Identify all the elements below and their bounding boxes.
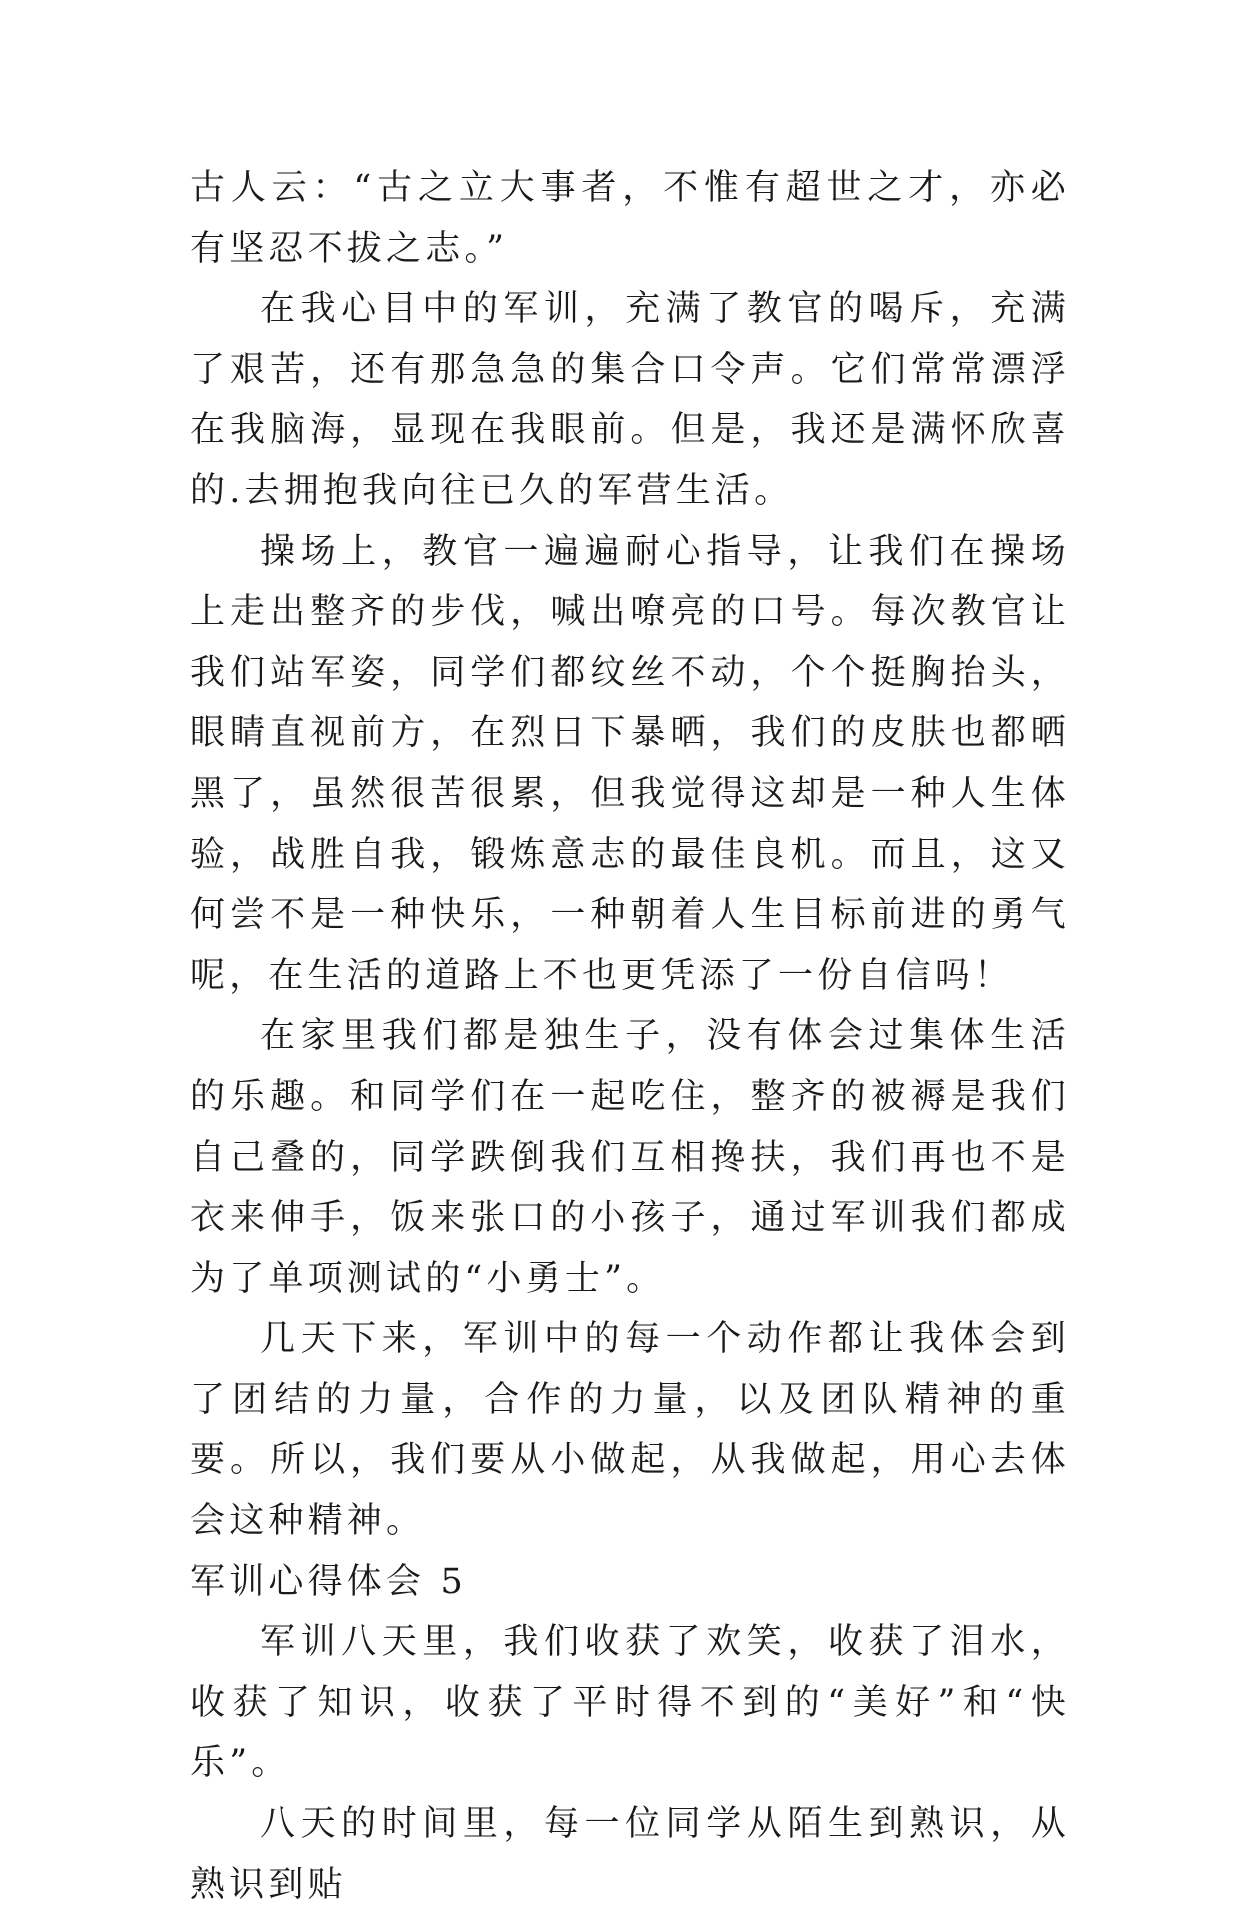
document-body	[190, 158, 1070, 1915]
paragraph-quote: 古人云：“古之立大事者，不惟有超世之才，亦必有坚忍不拔之志。”	[190, 168, 1070, 269]
paragraph-collective-life: 在家里我们都是独生子，没有体会过集体生活的乐趣。和同学们在一起吃住，整齐的被褥是我们自己叠的，同学跌倒我们互相搀扶，我们再也不是衣来伸手，饭来张口的小孩子，通过军训我们都成为了单项测试的“小勇士”。	[190, 1016, 1070, 1299]
paragraph-classmates: 八天的时间里，每一位同学从陌生到熟识，从熟识到贴	[190, 1804, 1070, 1905]
paragraph-drill-ground: 操场上，教官一遍遍耐心指导，让我们在操场上走出整齐的步伐，喊出嘹亮的口号。每次教官让我们站军姿，同学们都纹丝不动，个个挺胸抬头，眼睛直视前方，在烈日下暴晒，我们的皮肤也都晒黑了，虽然很苦很累，但我觉得这却是一种人生体验，战胜自我，锻炼意志的最佳良机。而且，这又何尝不是一种快乐，一种朝着人生目标前进的勇气呢，在生活的道路上不也更凭添了一份自信吗！	[190, 531, 1070, 996]
section-heading: 军训心得体会 5	[190, 1561, 467, 1602]
paragraph-eight-days: 军训八天里，我们收获了欢笑，收获了泪水，收获了知识，收获了平时得不到的“美好”和“快乐”。	[190, 1622, 1070, 1784]
paragraph-military-training-impression: 在我心目中的军训，充满了教官的喝斥，充满了艰苦，还有那急急的集合口令声。它们常常漂浮在我脑海，显现在我眼前。但是，我还是满怀欣喜的.去拥抱我向往已久的军营生活。	[190, 289, 1070, 511]
paragraph-team-spirit: 几天下来，军训中的每一个动作都让我体会到了团结的力量，合作的力量，以及团队精神的重要。所以，我们要从小做起，从我做起，用心去体会这种精神。	[190, 1319, 1070, 1542]
